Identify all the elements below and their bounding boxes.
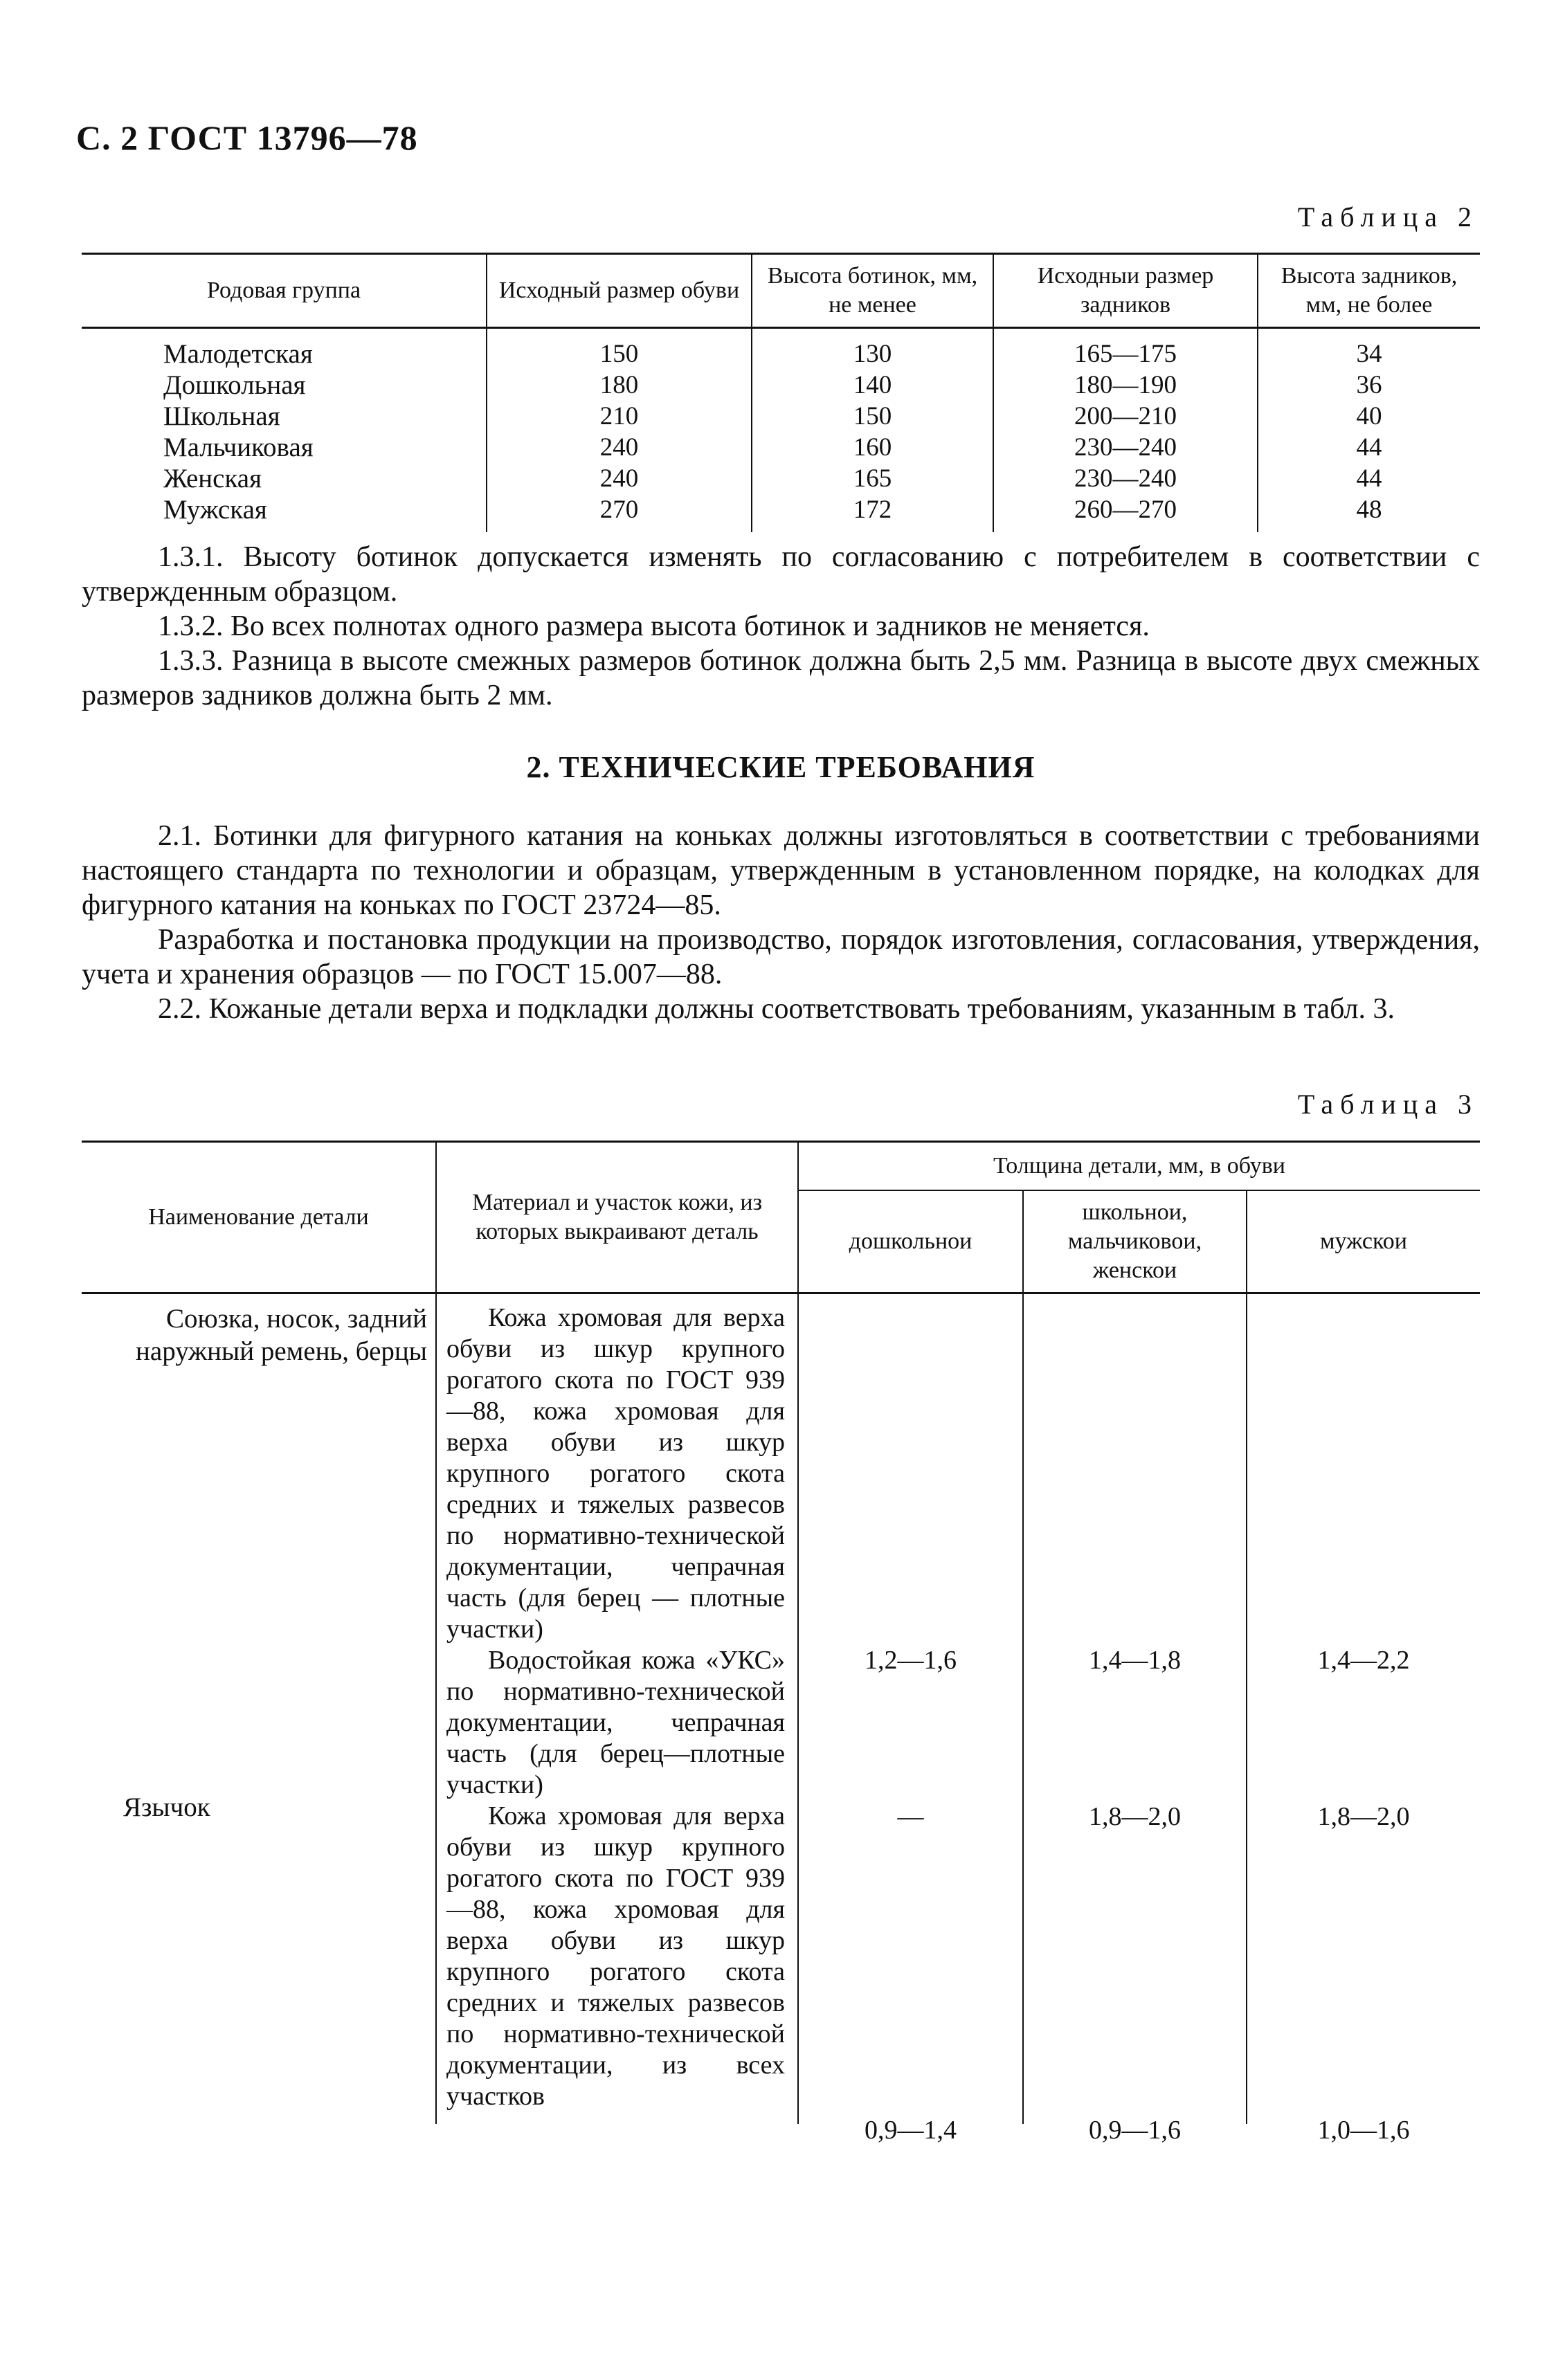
table-cell: 36 (1258, 370, 1480, 401)
table-2 (82, 253, 1480, 532)
table-row (82, 494, 1480, 532)
table-cell: 48 (1258, 494, 1480, 532)
table2-col-group: Родовая группа (206, 278, 361, 303)
table-3 (82, 1141, 1480, 2145)
paragraph-1-3-1: 1.3.1. Высоту ботинок допускается изменять по согласованию с потребителем в соответствии с утвержденным образцом. (82, 541, 1480, 608)
material-chrome-leather: Кожа хромовая для верха обуви из шкур крупного рогатого скота по ГОСТ 939—88, кожа хромовая для верха обуви из шкур крупного рогатого скота средних и тяжелых развесов по нормативно-технической документации, чепрачная часть (для берец — плотные участки) (446, 1303, 785, 1644)
value-school-2: 1,8—2,0 (1089, 1802, 1181, 1831)
table3-col-preschool: дошкольнои (798, 1190, 1023, 1293)
table3-col-thickness-group: Толщина детали, мм, в обуви (798, 1142, 1480, 1191)
value-preschool-1: 1,2—1,6 (865, 1646, 957, 1675)
table-cell: 172 (752, 494, 993, 532)
table-cell: Школьная (163, 401, 280, 431)
detail-name-tongue: Язычок (123, 1792, 210, 1822)
table-row (82, 1293, 1480, 2124)
section-1-3-text (82, 540, 1480, 713)
paragraph-1-3-3: 1.3.3. Разница в высоте смежных размеров ботинок должна быть 2,5 мм. Разница в высоте двух смежных размеров задников должна быть 2 мм. (82, 645, 1480, 711)
value-school-3: 0,9—1,6 (1089, 2116, 1181, 2145)
table-cell: 230—240 (993, 432, 1258, 463)
page-header: С. 2 ГОСТ 13796—78 (76, 118, 418, 157)
table-row (82, 328, 1480, 370)
table-cell: 210 (487, 401, 752, 432)
table-cell: 165—175 (993, 328, 1258, 370)
table-cell: 130 (752, 328, 993, 370)
table2-col-boot-height: Высота ботинок, мм, не менее (752, 254, 993, 328)
table2-col-heel-size: Исходныи размер задников (993, 254, 1258, 328)
table2-header-row (82, 254, 1480, 328)
table-row (82, 401, 1480, 432)
table2-col-shoe-size: Исходный размер обуви (487, 254, 752, 328)
detail-name-upper: Союзка, носок, задний наружный ремень, берцы (136, 1304, 427, 1366)
paragraph-2-1-cont: Разработка и постановка продукции на производство, порядок изготовления, согласования, утверждения, учета и хранения образцов — по ГОСТ 15.007—88. (82, 924, 1480, 990)
paragraph-2-1: 2.1. Ботинки для фигурного катания на коньках должны изготовляться в соответствии с требованиями настоящего стандарта по технологии и образцам, утвержденным в установленном порядке, на колодках для фигурного катания на коньках по ГОСТ 23724—85. (82, 820, 1480, 921)
table3-col-men: мужскои (1247, 1190, 1480, 1293)
paragraph-2-2: 2.2. Кожаные детали верха и подкладки должны соответствовать требованиям, указанным в табл. 3. (158, 993, 1395, 1025)
value-men-3: 1,0—1,6 (1317, 2116, 1410, 2145)
section-2-text (82, 819, 1480, 1026)
table3-men-cell (1247, 1293, 1480, 2145)
table-cell: 240 (487, 463, 752, 494)
table3-preschool-cell (798, 1293, 1023, 2145)
table-cell: 40 (1258, 401, 1480, 432)
table-row (82, 432, 1480, 463)
paragraph-1-3-2: 1.3.2. Во всех полнотах одного размера высота ботинок и задников не меняется. (158, 610, 1150, 642)
table-cell: 140 (752, 370, 993, 401)
table3-details-cell (82, 1293, 436, 2124)
material-chrome-leather-all: Кожа хромовая для верха обуви из шкур крупного рогатого скота по ГОСТ 939—88, кожа хромовая для верха обуви из шкур крупного рогатого скота средних и тяжелых развесов по нормативно-технической документации, из всех участков (446, 1801, 785, 2111)
value-men-1: 1,4—2,2 (1317, 1646, 1410, 1675)
table3-col-material: Материал и участок кожи, из которых выкраивают деталь (436, 1142, 798, 1293)
value-preschool-2: — (897, 1802, 924, 1831)
table-cell: 200—210 (993, 401, 1258, 432)
material-water-resistant: Водостойкая кожа «УКС» по нормативно-технической документации, чепрачная часть (для берец—плотные участки) (446, 1646, 785, 1799)
table3-caption: Таблица 3 (1297, 1089, 1478, 1120)
table-cell: 240 (487, 432, 752, 463)
table-cell: Дошкольная (163, 370, 306, 400)
table-cell: 150 (487, 328, 752, 370)
table2-caption: Таблица 2 (1297, 201, 1478, 233)
table-cell: 180 (487, 370, 752, 401)
section-2-title: 2. ТЕХНИЧЕСКИЕ ТРЕБОВАНИЯ (526, 750, 1035, 784)
table3-col-school: школьнои, мальчиковои, женскои (1023, 1190, 1247, 1293)
table3-school-cell (1023, 1293, 1247, 2145)
table-cell: 44 (1258, 463, 1480, 494)
table3-col-detail: Наименование детали (82, 1142, 436, 1293)
table-cell: 150 (752, 401, 993, 432)
table-cell: Малодетская (163, 339, 313, 369)
table-cell: Женская (163, 464, 262, 493)
table3-materials-cell (436, 1293, 798, 2124)
table-cell: 44 (1258, 432, 1480, 463)
value-school-1: 1,4—1,8 (1089, 1646, 1181, 1675)
value-preschool-3: 0,9—1,4 (865, 2116, 957, 2145)
table-cell: 180—190 (993, 370, 1258, 401)
table-cell: Мальчиковая (163, 433, 314, 462)
table-cell: 34 (1258, 328, 1480, 370)
table-cell: Мужская (163, 495, 267, 525)
table-cell: 230—240 (993, 463, 1258, 494)
table2-col-heel-height: Высота задников, мм, не более (1258, 254, 1480, 328)
table-cell: 270 (487, 494, 752, 532)
value-men-2: 1,8—2,0 (1317, 1802, 1410, 1831)
table3-header-row (82, 1142, 1480, 1191)
table-cell: 160 (752, 432, 993, 463)
table-cell: 260—270 (993, 494, 1258, 532)
table-row (82, 463, 1480, 494)
table-row (82, 370, 1480, 401)
table-cell: 165 (752, 463, 993, 494)
